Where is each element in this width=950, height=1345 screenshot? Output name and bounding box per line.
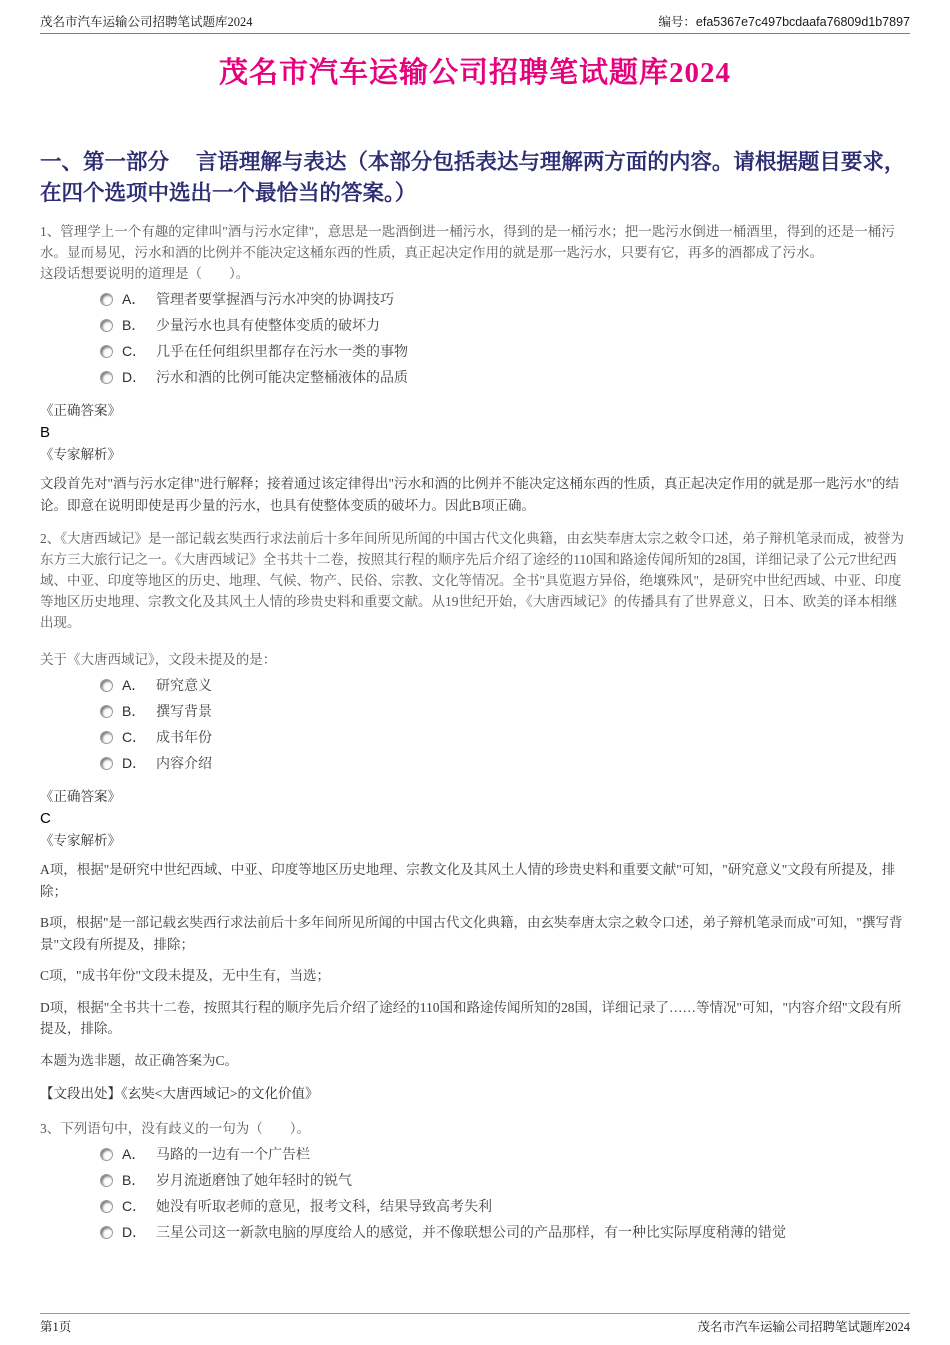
- question-3-option-c[interactable]: [100, 1193, 910, 1219]
- question-2-options: [100, 672, 910, 776]
- question-1-option-a[interactable]: [100, 286, 910, 312]
- analysis-paragraph-b: B项，根据"是一部记载玄奘西行求法前后十多年间所见所闻的中国古代文化典籍，由玄奘奉唐太宗之敕令口述，弟子辩机笔录而成"可知，"撰写背景"文段有所提及，排除；: [40, 915, 903, 952]
- radio-button-icon[interactable]: [100, 1148, 113, 1161]
- option-letter: D．: [122, 1224, 147, 1240]
- radio-button-icon[interactable]: [100, 293, 113, 306]
- question-3-option-a[interactable]: [100, 1141, 910, 1167]
- option-text: 三星公司这一新款电脑的厚度给人的感觉，并不像联想公司的产品那样，有一种比实际厚度稍薄的错觉: [156, 1226, 786, 1241]
- section-heading: 一、第一部分 言语理解与表达（本部分包括表达与理解两方面的内容。请根据题目要求，在四个选项中选出一个最恰当的答案。）: [40, 150, 906, 205]
- footer-doc-title: 茂名市汽车运输公司招聘笔试题库2024: [697, 1320, 910, 1334]
- radio-button-icon[interactable]: [100, 731, 113, 744]
- question-2-option-d[interactable]: [100, 750, 910, 776]
- question-2-stem: 关于《大唐西域记》，文段未提及的是：: [40, 652, 277, 667]
- header-doc-number: 编号：efa5367e7c497bcdaafa76809d1b7897: [658, 15, 910, 29]
- analysis-conclusion: 本题为选非题，故正确答案为C。: [40, 1052, 239, 1068]
- question-2-option-c[interactable]: [100, 724, 910, 750]
- option-text: 几乎在任何组织里都存在污水一类的事物: [156, 345, 408, 360]
- option-letter: A．: [122, 677, 146, 693]
- analysis-paragraph-d: D项，根据"全书共十二卷，按照其行程的顺序先后介绍了途经的110国和路途传闻所知的28国，详细记录了……等情况"可知，"内容介绍"文段有所提及，排除。: [40, 999, 902, 1036]
- option-text: 管理者要掌握酒与污水冲突的协调技巧: [156, 293, 394, 308]
- passage-source: 【文段出处】《玄奘<大唐西域记>的文化价值》: [40, 1086, 319, 1101]
- option-letter: C．: [122, 729, 147, 745]
- option-text: 岁月流逝磨蚀了她年轻时的锐气: [156, 1174, 352, 1189]
- correct-answer-value: C: [40, 810, 51, 827]
- option-letter: B．: [122, 317, 146, 333]
- analysis-paragraph: 文段首先对"酒与污水定律"进行解释；接着通过该定律得出"污水和酒的比例并不能决定这桶东西的性质，真正起决定作用的就是那一匙污水"的结论。即意在说明即使是再少量的污水，也具有使整体变质的破坏力。因此B项正确。: [40, 476, 900, 513]
- question-1-option-c[interactable]: [100, 338, 910, 364]
- option-letter: D．: [122, 369, 147, 385]
- question-1-stem: 这段话想要说明的道理是（ ）。: [40, 266, 250, 281]
- option-letter: A．: [122, 1146, 146, 1162]
- question-3: [40, 1118, 910, 1245]
- option-text: 污水和酒的比例可能决定整桶液体的品质: [156, 371, 408, 386]
- radio-button-icon[interactable]: [100, 1226, 113, 1239]
- question-1-option-d[interactable]: [100, 364, 910, 390]
- option-letter: A．: [122, 291, 146, 307]
- radio-button-icon[interactable]: [100, 679, 113, 692]
- question-2-body: 2、《大唐西域记》是一部记载玄奘西行求法前后十多年间所见所闻的中国古代文化典籍，由玄奘奉唐太宗之敕令口述，弟子辩机笔录而成，被誉为东方三大旅行记之一。《大唐西域记》全书共十二卷，按照其行程的顺序先后介绍了途经的110国和路途传闻所知的28国，详细记录了公元7世纪西域、中亚、印度等地区的历史、地理、气候、物产、民俗、宗教、文化等情况。全书"具览遐方异俗，绝壤殊风"，是研究中世纪西域、中亚、印度等地区历史地理、宗教文化及其风土人情的珍贵史料和重要文献。从19世纪开始，《大唐西域记》的传播具有了世界意义，日本、欧美的译本相继出现。: [40, 531, 904, 630]
- question-2-option-b[interactable]: [100, 698, 910, 724]
- option-text: 撰写背景: [156, 705, 212, 720]
- radio-button-icon[interactable]: [100, 345, 113, 358]
- radio-button-icon[interactable]: [100, 1200, 113, 1213]
- question-1-option-b[interactable]: [100, 312, 910, 338]
- question-3-option-d[interactable]: [100, 1219, 910, 1245]
- header-doc-title: 茂名市汽车运输公司招聘笔试题库2024: [40, 15, 253, 29]
- radio-button-icon[interactable]: [100, 371, 113, 384]
- option-text: 马路的一边有一个广告栏: [156, 1148, 310, 1163]
- page-number: 第1页: [40, 1320, 72, 1334]
- analysis-paragraph-a: A项，根据"是研究中世纪西域、中亚、印度等地区历史地理、宗教文化及其风土人情的珍贵史料和重要文献"可知，"研究意义"文段有所提及，排除；: [40, 862, 896, 899]
- option-letter: B．: [122, 1172, 146, 1188]
- option-letter: C．: [122, 1198, 147, 1214]
- radio-button-icon[interactable]: [100, 757, 113, 770]
- correct-answer-label: 《正确答案》: [40, 789, 121, 804]
- option-text: 成书年份: [156, 731, 212, 746]
- radio-button-icon[interactable]: [100, 705, 113, 718]
- question-2: [40, 528, 910, 1104]
- question-1: [40, 221, 910, 516]
- option-text: 研究意义: [156, 679, 212, 694]
- radio-button-icon[interactable]: [100, 1174, 113, 1187]
- option-text: 她没有听取老师的意见，报考文科，结果导致高考失利: [156, 1200, 492, 1215]
- option-letter: C．: [122, 343, 147, 359]
- option-text: 内容介绍: [156, 757, 212, 772]
- analysis-paragraph-c: C项，"成书年份"文段未提及，无中生有，当选；: [40, 968, 331, 983]
- document-title: 茂名市汽车运输公司招聘笔试题库2024: [218, 57, 731, 89]
- option-text: 少量污水也具有使整体变质的破坏力: [156, 319, 380, 334]
- question-2-option-a[interactable]: [100, 672, 910, 698]
- correct-answer-label: 《正确答案》: [40, 403, 121, 418]
- question-3-options: [100, 1141, 910, 1245]
- question-3-option-b[interactable]: [100, 1167, 910, 1193]
- expert-analysis-label: 《专家解析》: [40, 447, 121, 462]
- question-1-options: [100, 286, 910, 390]
- radio-button-icon[interactable]: [100, 319, 113, 332]
- question-1-body: 1、管理学上一个有趣的定律叫"酒与污水定律"，意思是一匙酒倒进一桶污水，得到的是一桶污水；把一匙污水倒进一桶酒里，得到的还是一桶污水。显而易见，污水和酒的比例并不能决定这桶东西的性质，真正起决定作用的就是那一匙污水，只要有它，再多的酒都成了污水。: [40, 224, 895, 260]
- correct-answer-value: B: [40, 424, 51, 441]
- page-footer: [40, 1313, 910, 1335]
- page-header: [40, 0, 910, 34]
- option-letter: B．: [122, 703, 146, 719]
- question-3-stem: 3、下列语句中，没有歧义的一句为（ ）。: [40, 1121, 310, 1136]
- expert-analysis-label: 《专家解析》: [40, 833, 121, 848]
- option-letter: D．: [122, 755, 147, 771]
